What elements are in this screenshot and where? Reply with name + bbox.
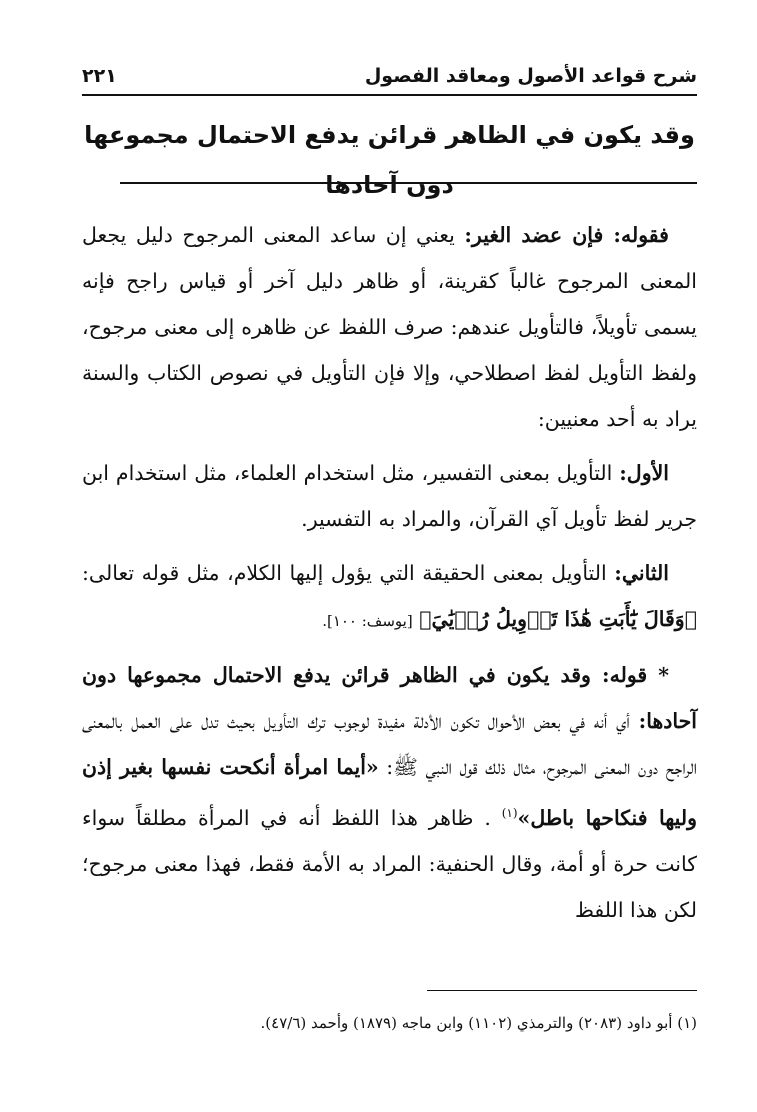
paragraph-4-lead: * قوله: وقد يكون في الظاهر قرائن يدفع الاحتمال مجموعها دون آحادها: [82, 663, 697, 733]
paragraph-2 [82, 450, 697, 542]
paragraph-1-lead: فقوله: فإن عضد الغير: [464, 223, 669, 247]
title-divider [120, 182, 697, 184]
hadith-quote: «أيما امرأة أنكحت نفسها بغير إذن وليها فنكاحها باطل» [82, 755, 697, 830]
footnote-marker[interactable]: (١) [501, 806, 518, 820]
paragraph-4-text-1: أي أنه في بعض الأحوال تكون الأدلة مفيدة لوجوب ترك التأويل بحيث تدل على العمل بالمعنى الراجح دون المعنى المرجوح، مثال ذلك قول النبي ﷺ: [82, 709, 697, 779]
paragraph-2-text: التأويل بمعنى التفسير، مثل استخدام العلماء، مثل استخدام ابن جرير لفظ تأويل آي القرآن، والمراد به التفسير. [82, 461, 697, 531]
page-header [82, 58, 697, 96]
book-title: شرح قواعد الأصول ومعاقد الفصول [364, 65, 697, 87]
paragraph-4-text-2: . ظاهر هذا اللفظ أنه في المرأة مطلقاً سواء كانت حرة أو أمة، وقال الحنفية: المراد به الأمة فقط، فهذا معنى مرجوح؛ لكن هذا اللفظ [82, 805, 697, 922]
body-text [82, 212, 697, 941]
verse-reference: [يوسف: ١٠٠]. [322, 612, 413, 630]
paragraph-3 [82, 550, 697, 644]
paragraph-1 [82, 212, 697, 442]
paragraph-3-text: التأويل بمعنى الحقيقة التي يؤول إليها الكلام، مثل قوله تعالى: [82, 561, 607, 585]
section-title: وقد يكون في الظاهر قرائن يدفع الاحتمال مجموعها دون آحادها [84, 121, 695, 199]
paragraph-3-lead: الثاني: [614, 561, 669, 585]
paragraph-1-text: يعني إن ساعد المعنى المرجوح دليل يجعل المعنى المرجوح غالباً كقرينة، أو ظاهر دليل آخر أو قياس راجح فإنه يسمى تأويلاً، فالتأويل عندهم: صرف اللفظ عن ظاهره إلى معنى مرجوح، ولفظ التأويل لفظ اصطلاحي، وإلا فإن التأويل في نصوص الكتاب والسنة يراد به أحد معنيين: [82, 223, 697, 431]
footnote: (١) أبو داود (٢٠٨٣) والترمذي (١١٠٢) وابن ماجه (١٨٧٩) وأحمد (٤٧/٦). [260, 1014, 697, 1032]
quran-verse: ﴿وَقَالَ يَٰٓأَبَتِ هَٰذَا تَأۡوِيلُ رُءۡيَٰيَ﴾ [419, 607, 697, 631]
page-number: ٢٢١ [82, 65, 117, 87]
footnote-divider [427, 990, 697, 991]
paragraph-4 [82, 652, 697, 933]
paragraph-2-lead: الأول: [619, 461, 669, 485]
